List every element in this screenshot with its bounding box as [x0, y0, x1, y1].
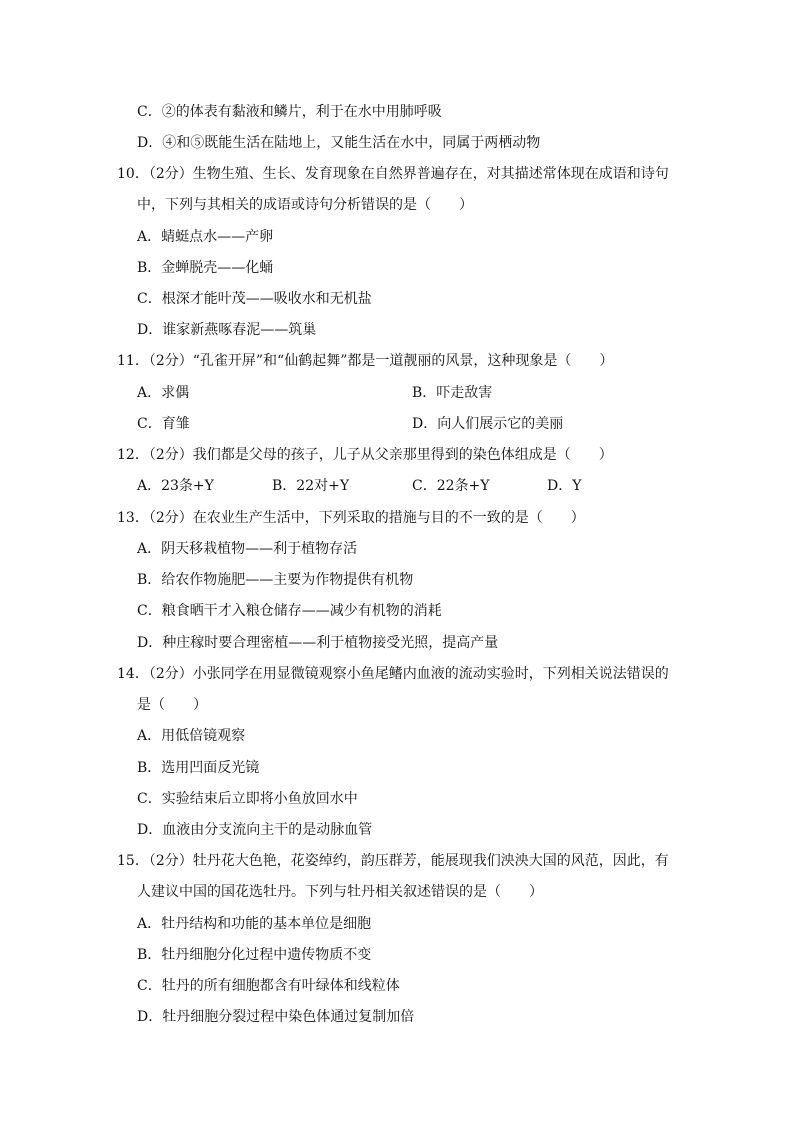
q12-stem: 12．（2分）我们都是父母的孩子，儿子从父亲那里得到的染色体组成是（ ）	[117, 447, 613, 463]
q11-option-c: C．育雏	[137, 416, 190, 432]
q10-stem-line2: 中，下列与其相关的成语或诗句分析错误的是（ ）	[137, 197, 473, 213]
q11-option-b: B．吓走敌害	[412, 385, 493, 401]
q14-stem-line2: 是（ ）	[137, 697, 207, 713]
q13-option-d: D．种庄稼时要合理密植——利于植物接受光照，提高产量	[137, 635, 499, 651]
q12-option-c: C．22条+Y	[412, 478, 490, 494]
q15-option-a: A．牡丹结构和功能的基本单位是细胞	[137, 916, 372, 932]
q15-option-c: C．牡丹的所有细胞都含有叶绿体和线粒体	[137, 978, 400, 994]
q15-option-d: D．牡丹细胞分裂过程中染色体通过复制加倍	[137, 1009, 415, 1025]
q13-option-b: B．给农作物施肥——主要为作物提供有机物	[137, 572, 414, 588]
q13-stem: 13．（2分）在农业生产生活中，下列采取的措施与目的不一致的是（ ）	[117, 510, 585, 526]
q9-option-d: D．④和⑤既能生活在陆地上，又能生活在水中，同属于两栖动物	[137, 135, 541, 151]
q10-option-a: A．蜻蜓点水——产卵	[137, 229, 274, 245]
q10-option-c: C．根深才能叶茂——吸收水和无机盐	[137, 291, 372, 307]
q15-option-b: B．牡丹细胞分化过程中遗传物质不变	[137, 947, 372, 963]
q15-stem-line1: 15．（2分）牡丹花大色艳，花姿绰约，韵压群芳，能展现我们泱泱大国的风范，因此，有	[117, 853, 669, 869]
q11-option-a: A．求偶	[137, 385, 190, 401]
q12-option-d: D．Y	[547, 478, 582, 494]
q14-option-a: A．用低倍镜观察	[137, 728, 246, 744]
q14-option-d: D．血液由分支流向主干的是动脉血管	[137, 822, 373, 838]
q15-stem-line2: 人建议中国的国花选牡丹。下列与牡丹相关叙述错误的是（ ）	[137, 884, 543, 900]
q12-option-b: B．22对+Y	[272, 478, 350, 494]
q12-option-a: A．23条+Y	[137, 478, 214, 494]
q14-stem-line1: 14．（2分）小张同学在用显微镜观察小鱼尾鳍内血液的流动实验时，下列相关说法错误的	[117, 666, 669, 682]
q14-option-b: B．选用凹面反光镜	[137, 760, 260, 776]
q10-option-b: B．金蝉脱壳——化蛹	[137, 260, 274, 276]
q13-option-c: C．粮食晒干才入粮仓储存——减少有机物的消耗	[137, 603, 442, 619]
q13-option-a: A．阴天移栽植物——利于植物存活	[137, 541, 358, 557]
q14-option-c: C．实验结束后立即将小鱼放回水中	[137, 791, 358, 807]
q11-stem: 11．（2分）“孔雀开屏”和“仙鹤起舞”都是一道靓丽的风景，这种现象是（ ）	[117, 353, 614, 369]
q9-option-c: C．②的体表有黏液和鳞片，利于在水中用肺呼吸	[137, 104, 442, 120]
q11-option-d: D．向人们展示它的美丽	[412, 416, 564, 432]
q10-option-d: D．谁家新燕啄春泥——筑巢	[137, 322, 317, 338]
q10-stem-line1: 10．（2分）生物生殖、生长、发育现象在自然界普遍存在，对其描述常体现在成语和诗句	[117, 166, 669, 182]
